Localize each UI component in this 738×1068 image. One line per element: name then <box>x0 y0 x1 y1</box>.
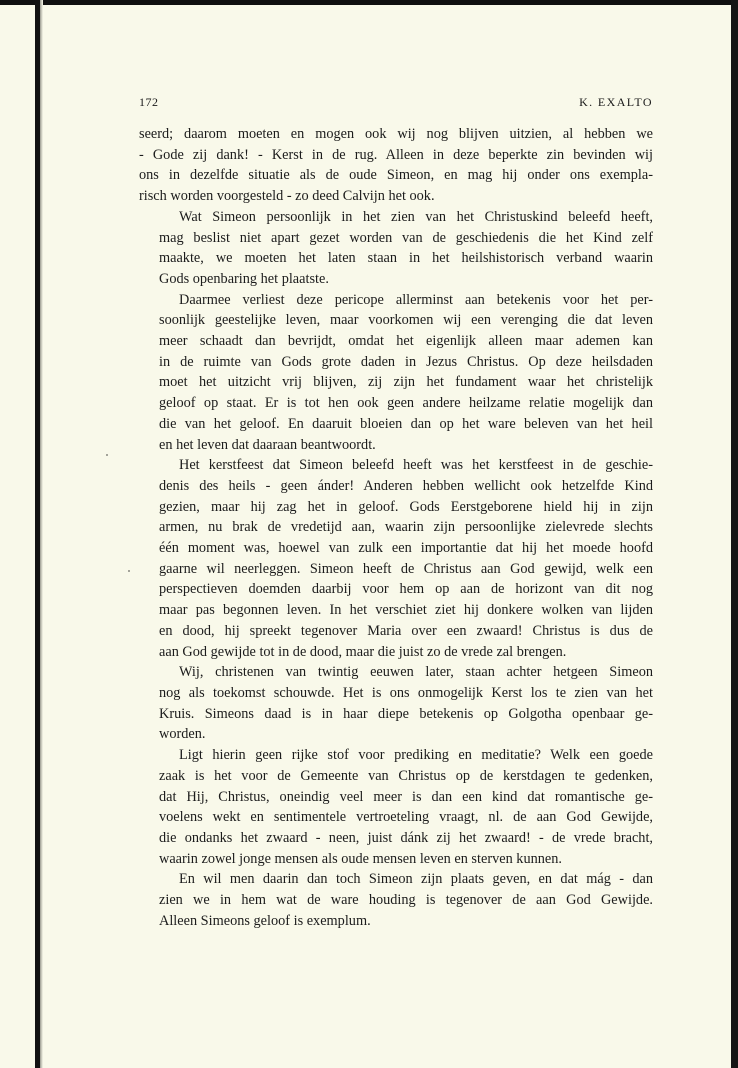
text-line: en het leven dat daaraan beantwoordt. <box>159 436 376 453</box>
text-line: moet het uitzicht vrij blijven, zij zijn het fundament waar het christelijk <box>159 374 653 391</box>
text-line: Daarmee verliest deze pericope allerminst aan betekenis voor het per- <box>179 291 653 308</box>
text-line: perspectieven doemden daarbij voor hem op aan de horizont van dit nog <box>159 581 653 598</box>
text-line: en dood, hij spreekt tegenover Maria over een zwaard! Christus is dus de <box>159 622 653 639</box>
text-line: ons in dezelfde situatie als de oude Simeon, en mag hij onder ons exempla- <box>139 167 653 184</box>
text-line: maakte, we moeten het laten staan in het heilshistorisch verband waarin <box>159 250 653 267</box>
paragraph <box>139 207 653 290</box>
text-line: zien we in hem wat de ware houding is tegenover de aan God Gewijde. <box>159 892 653 909</box>
paragraph <box>139 662 653 745</box>
scan-border-top <box>0 0 738 5</box>
page-number: 172 <box>139 95 159 109</box>
text-line: zaak is het voor de Gemeente van Christus op de kerstdagen te gedenken, <box>159 767 653 784</box>
text-line: Gods openbaring het plaatste. <box>159 270 329 287</box>
text-line: geloof op staat. Er is tot hen ook geen andere heilzame relatie mogelijk dan <box>159 395 653 412</box>
text-line: En wil men daarin dan toch Simeon zijn plaats geven, en dat mág - dan <box>179 871 653 888</box>
text-line: één moment was, hoewel van zulk een importantie dat hij het moede hoofd <box>159 540 653 557</box>
text-line: mag beslist niet apart gezet worden van de geschiedenis die het Kind zelf <box>159 229 653 246</box>
body-text <box>139 124 653 931</box>
paragraph <box>139 455 653 662</box>
text-line: meer schaadt dan bevrijdt, omdat het eigenlijk alleen maar ademen kan <box>159 333 653 350</box>
text-line: aan God gewijde tot in de dood, maar die juist zo de vrede zal brengen. <box>159 643 567 660</box>
paragraph <box>139 290 653 456</box>
binding-shadow <box>40 0 43 1068</box>
scan-speck <box>128 570 130 572</box>
text-line: voelens wekt en sentimentele vertroeteling vraagt, nl. de aan God Gewijde, <box>159 809 653 826</box>
text-line: dat Hij, Christus, oneindig veel meer is dan een kind dat romantische ge- <box>159 788 653 805</box>
text-line: Kruis. Simeons daad is in haar diepe betekenis op Golgotha openbaar ge- <box>159 705 653 722</box>
text-line: maar pas begonnen leven. In het verschiet ziet hij donkere wolken van lijden <box>159 602 653 619</box>
text-line: risch worden voorgesteld - zo deed Calvijn het ook. <box>139 188 435 205</box>
scan-speck <box>106 454 108 456</box>
paragraph <box>139 869 653 931</box>
text-line: waarin zowel jonge mensen als oude mensen leven en sterven kunnen. <box>159 850 562 867</box>
text-line: gaarne wil neerleggen. Simeon heeft de Christus aan God gewijd, welk een <box>159 560 653 577</box>
text-line: Het kerstfeest dat Simeon beleefd heeft was het kerstfeest in de geschie- <box>179 457 653 474</box>
text-line: Wat Simeon persoonlijk in het zien van het Christuskind beleefd heeft, <box>179 208 653 225</box>
scan-border-right <box>731 0 738 1068</box>
text-line: worden. <box>159 726 206 743</box>
text-line: nog als toekomst schouwde. Het is ons onmogelijk Kerst los te zien van het <box>159 684 653 701</box>
text-line: - Gode zij dank! - Kerst in de rug. Alleen in deze beperkte zin bevinden wij <box>139 146 653 163</box>
running-head: K. EXALTO <box>579 95 653 109</box>
text-line: die ondanks het zwaard - neen, juist dánk zij het zwaard! - de vrede bracht, <box>159 829 653 846</box>
text-line: Alleen Simeons geloof is exemplum. <box>159 912 371 929</box>
text-line: Ligt hierin geen rijke stof voor prediking en meditatie? Welk een goede <box>179 747 653 764</box>
text-line: Wij, christenen van twintig eeuwen later, staan achter hetgeen Simeon <box>179 664 653 681</box>
paragraph <box>139 745 653 869</box>
text-line: die van het geloof. En daaruit bloeien dan op het ware beleven van het heil <box>159 415 653 432</box>
text-line: gezien, maar hij zag het in geloof. Gods Eerstgeborene hield hij in zijn <box>159 498 653 515</box>
text-line: in de ruimte van Gods grote daden in Jezus Christus. Op deze heilsdaden <box>159 353 653 370</box>
text-line: soonlijk geestelijke leven, maar voorkomen wij een verenging die dat leven <box>159 312 653 329</box>
paragraph <box>139 124 653 207</box>
text-line: denis des heils - geen ánder! Anderen hebben wellicht ook hetzelfde Kind <box>159 477 653 494</box>
text-line: seerd; daarom moeten en mogen ook wij nog blijven uitzien, al hebben we <box>139 126 653 142</box>
text-line: armen, nu brak de vredetijd aan, waarin zijn persoonlijke zielevrede slechts <box>159 519 653 536</box>
